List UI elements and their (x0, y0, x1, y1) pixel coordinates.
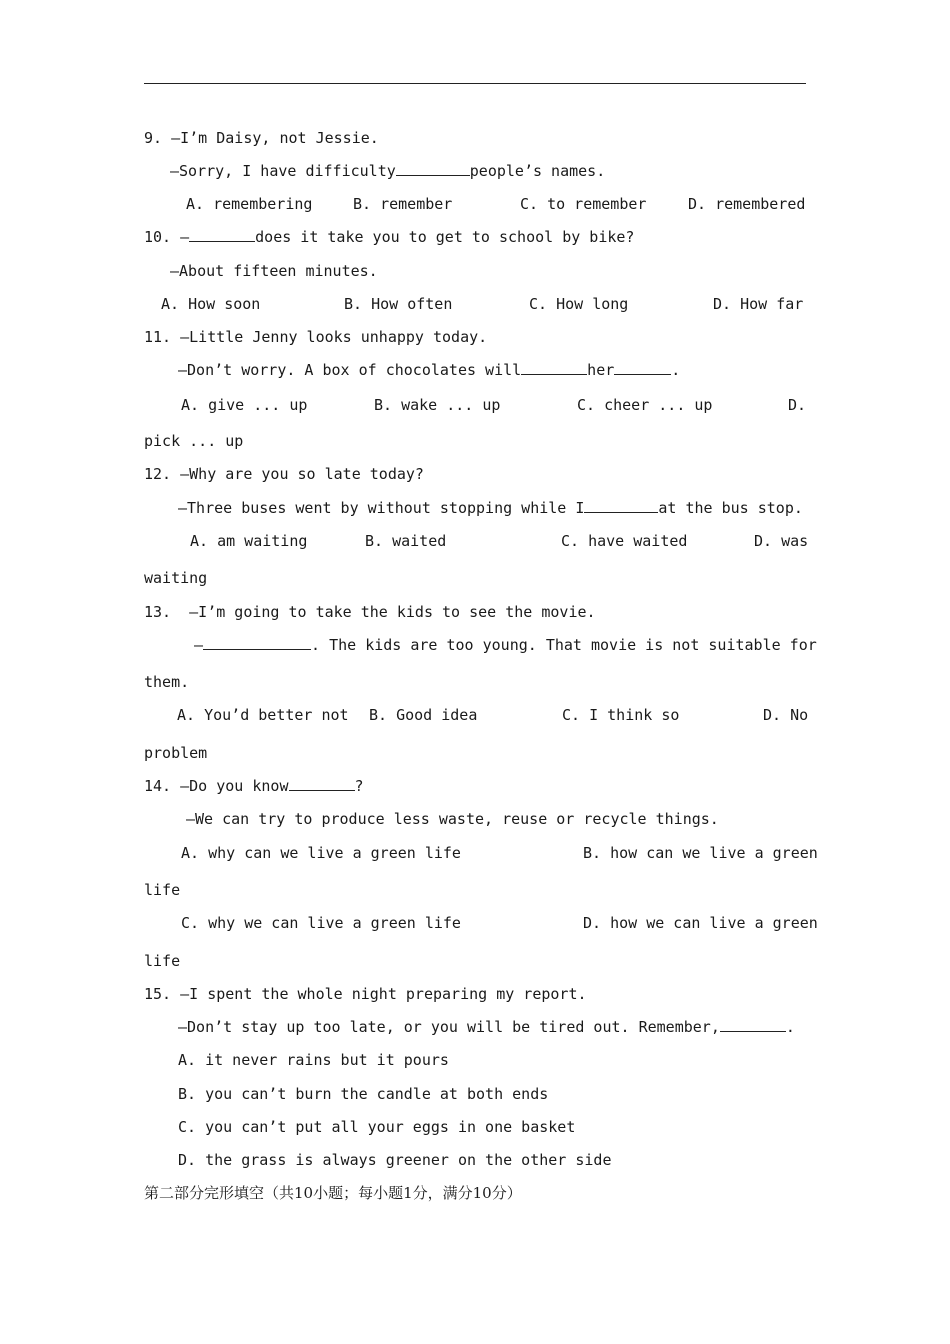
option-a: A. it never rains but it pours (178, 1051, 449, 1069)
option-c: C. why we can live a green life (181, 914, 461, 932)
option-d-end: waiting (144, 569, 208, 587)
reply-text: —Sorry, I have difficulty (170, 162, 396, 180)
option-a: A. am waiting (190, 532, 308, 550)
reply-text: — (194, 636, 204, 654)
option-d-start: D. (788, 396, 807, 414)
option-c: C. you can’t put all your eggs in one basket (178, 1118, 576, 1136)
reply-text: —Don’t stay up too late, or you will be tired out. Remember, (178, 1018, 720, 1036)
question-text: does it take you to get to school by bike? (255, 228, 635, 246)
question-15-reply (178, 1017, 795, 1037)
answer-blank (584, 498, 658, 513)
reply-text: people’s names. (469, 162, 606, 180)
header-rule (144, 83, 806, 84)
question-11-reply (178, 360, 680, 380)
option-b-start: B. how can we live a green (583, 844, 818, 862)
option-d-start: D. how we can live a green (583, 914, 818, 932)
question-11-prompt (144, 327, 487, 347)
question-text: —Do you know (180, 777, 289, 795)
reply-text: —Don’t worry. A box of chocolates will (178, 361, 522, 379)
option-c: C. How long (529, 295, 629, 313)
option-b: B. waited (365, 532, 447, 550)
answer-blank (189, 227, 255, 242)
option-b: B. Good idea (369, 706, 478, 724)
question-text: —I spent the whole night preparing my report. (180, 985, 587, 1003)
question-text: —I’m going to take the kids to see the movie. (189, 603, 596, 621)
question-14-reply: —We can try to produce less waste, reuse or recycle things. (186, 810, 719, 828)
question-number: 13. (144, 603, 172, 621)
section-heading: 第二部分完形填空（共10小题；每小题1分，满分10分） (144, 1184, 522, 1202)
question-number: 12. (144, 465, 172, 483)
question-text: ? (354, 777, 364, 795)
question-13-prompt (144, 602, 596, 622)
answer-blank (521, 360, 587, 375)
option-d: D. How far (713, 295, 804, 313)
answer-blank (614, 360, 671, 375)
option-b: B. How often (344, 295, 453, 313)
option-a: A. How soon (161, 295, 261, 313)
question-number: 14. (144, 777, 172, 795)
reply-text: her (587, 361, 615, 379)
answer-blank (289, 776, 355, 791)
option-b: B. wake ... up (374, 396, 501, 414)
answer-blank (396, 161, 470, 176)
reply-text: . (785, 1018, 795, 1036)
option-c: C. have waited (561, 532, 688, 550)
question-9-reply (170, 161, 605, 181)
option-a: A. why can we live a green life (181, 844, 461, 862)
option-a: A. give ... up (181, 396, 308, 414)
question-15-prompt (144, 984, 587, 1004)
option-d-end: problem (144, 744, 208, 762)
question-text: —Little Jenny looks unhappy today. (180, 328, 488, 346)
option-d-start: D. No (763, 706, 809, 724)
option-d-start: D. was (754, 532, 809, 550)
option-a: A. You’d better not (177, 706, 349, 724)
option-c: C. I think so (562, 706, 680, 724)
question-9-prompt (144, 128, 379, 148)
answer-blank (720, 1017, 786, 1032)
option-d: D. the grass is always greener on the other side (178, 1151, 612, 1169)
question-text: — (180, 228, 190, 246)
option-b-end: life (144, 881, 181, 899)
option-a: A. remembering (186, 195, 313, 213)
option-d-end: life (144, 952, 181, 970)
option-b: B. you can’t burn the candle at both ends (178, 1085, 549, 1103)
question-text: —Why are you so late today? (180, 465, 424, 483)
question-12-reply (178, 498, 803, 518)
question-13-reply (194, 635, 817, 655)
reply-text: at the bus stop. (658, 499, 803, 517)
question-text: —I’m Daisy, not Jessie. (171, 129, 379, 147)
reply-text: . (671, 361, 681, 379)
question-number: 15. (144, 985, 172, 1003)
question-number: 10. (144, 228, 172, 246)
option-c: C. to remember (520, 195, 647, 213)
option-c: C. cheer ... up (577, 396, 713, 414)
reply-text: . The kids are too young. That movie is not suitable for (311, 636, 817, 654)
question-14-prompt (144, 776, 364, 796)
question-number: 11. (144, 328, 172, 346)
option-d-end: pick ... up (144, 432, 244, 450)
option-d: D. remembered (688, 195, 806, 213)
question-10-reply: —About fifteen minutes. (170, 262, 378, 280)
option-b: B. remember (353, 195, 453, 213)
question-13-reply-cont: them. (144, 673, 190, 691)
question-12-prompt (144, 464, 424, 484)
question-number: 9. (144, 129, 163, 147)
question-10-prompt (144, 227, 634, 247)
answer-blank (203, 635, 311, 650)
reply-text: —Three buses went by without stopping while I (178, 499, 585, 517)
